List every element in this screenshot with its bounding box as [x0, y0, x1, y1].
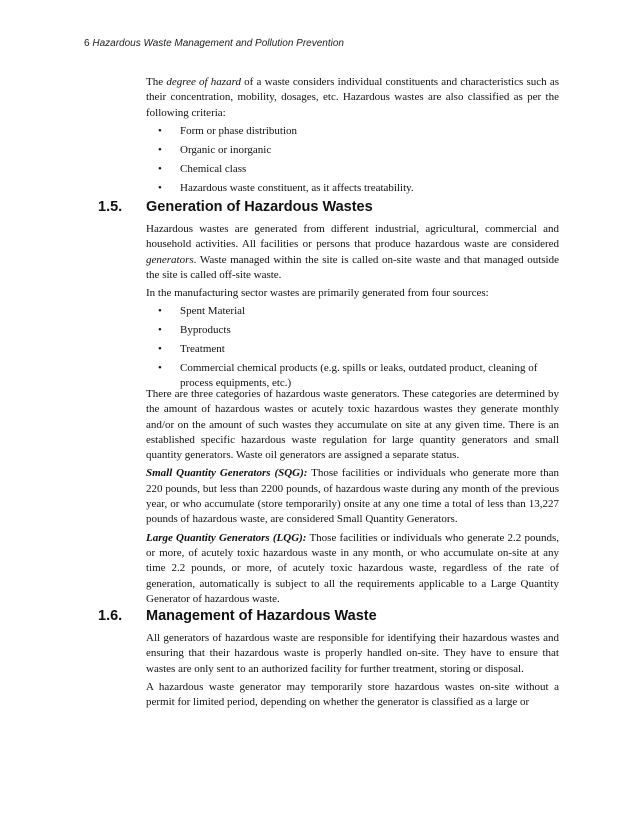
storage-paragraph: A hazardous waste generator may temporarily store hazardous wastes on-site without a permit for limited period, depending on whether the generator is classified as a large or: [146, 680, 559, 709]
categories-paragraph: There are three categories of hazardous waste generators. These categories are determined by the amount of hazardous wastes or acutely toxic hazardous wastes they generate monthly and/or on the amount of such wastes they accumulate on site at any given time. There is an established specific hazardous waste regulation for large quantity generators and small quantity generators. Waste oil generators are assigned a separate status.: [146, 388, 559, 462]
bullet-icon: •: [158, 124, 162, 137]
list-item: • Byproducts: [146, 323, 559, 338]
list-item: • Hazardous waste constituent, as it affects treatability.: [146, 181, 559, 196]
list-item: • Spent Material: [146, 304, 559, 319]
bullet-icon: •: [158, 324, 162, 337]
bullet-icon: •: [158, 162, 162, 175]
section-title: Management of Hazardous Waste: [146, 608, 377, 624]
responsibility-paragraph: All generators of hazardous waste are responsible for identifying their hazardous wastes and ensuring that their hazardous waste is properly handled on-site. They have to ensure that wastes are only sent to an authorized facility for further treatment, storing or disposal.: [146, 632, 559, 675]
list-item: • Form or phase distribution: [146, 124, 559, 139]
generators-paragraph: Hazardous wastes are generated from different industrial, agricultural, commercial and household activities. All facilities or persons that produce hazardous waste are considered generators. Waste managed within the site is called on-site waste and that managed outside the site is called off-site waste.: [146, 223, 559, 281]
sqg-paragraph: Small Quantity Generators (SQG): Those facilities or individuals who generate more than 220 pounds, but less than 2200 pounds, of hazardous waste during any month of the previous year, or who accumulate (store temporarily) onsite at any one time a total of less than 13,227 pounds of hazardous waste, are considered Small Quantity Generators.: [146, 467, 559, 526]
list-item: • Chemical class: [146, 162, 559, 177]
bullet-icon: •: [158, 181, 162, 194]
degree-of-hazard-term: degree of hazard: [166, 76, 241, 88]
list-item: • Organic or inorganic: [146, 143, 559, 158]
section-1-5-body: [146, 222, 559, 395]
section-1-5-categories: [146, 387, 559, 610]
lqg-lead: Large Quantity Generators (LQG):: [146, 531, 307, 544]
criteria-list: [146, 124, 559, 196]
list-item: • Treatment: [146, 342, 559, 357]
list-item: • Commercial chemical products (e.g. spills or leaks, outdated product, cleaning of process equipments, etc.): [158, 362, 538, 390]
sources-intro-paragraph: In the manufacturing sector wastes are primarily generated from four sources:: [146, 287, 489, 300]
lqg-paragraph: Large Quantity Generators (LQG): Those facilities or individuals who generate 2.2 pounds, or more, of acutely toxic hazardous waste in any month, or who accumulate on-site at any time 2.2 pounds, or more, of acutely toxic hazardous waste, regardless of the rate of generation, automatically is subject to all the requirements applicable to a Large Quantity Generator of hazardous waste.: [146, 531, 559, 605]
bullet-icon: •: [158, 362, 162, 375]
bullet-icon: •: [158, 143, 162, 156]
section-number: 1.6.: [98, 608, 123, 624]
section-1-6-body: [146, 631, 559, 713]
sources-list: [146, 304, 559, 391]
running-header: [84, 38, 344, 49]
bullet-icon: •: [158, 343, 162, 356]
bullet-icon: •: [158, 305, 162, 318]
intro-block: [146, 75, 559, 199]
section-number: 1.5.: [98, 199, 123, 215]
page-number: 6: [84, 38, 90, 49]
intro-paragraph: The degree of hazard of a waste considers individual constituents and characteristics such as their concentration, mobility, dosages, etc. Hazardous wastes are also classified as per the following criteria:: [146, 76, 559, 119]
sqg-lead: Small Quantity Generators (SQG):: [146, 467, 308, 480]
section-title: Generation of Hazardous Wastes: [146, 199, 373, 215]
generators-term: generators: [146, 253, 194, 266]
running-title: Hazardous Waste Management and Pollution Prevention: [92, 38, 344, 49]
